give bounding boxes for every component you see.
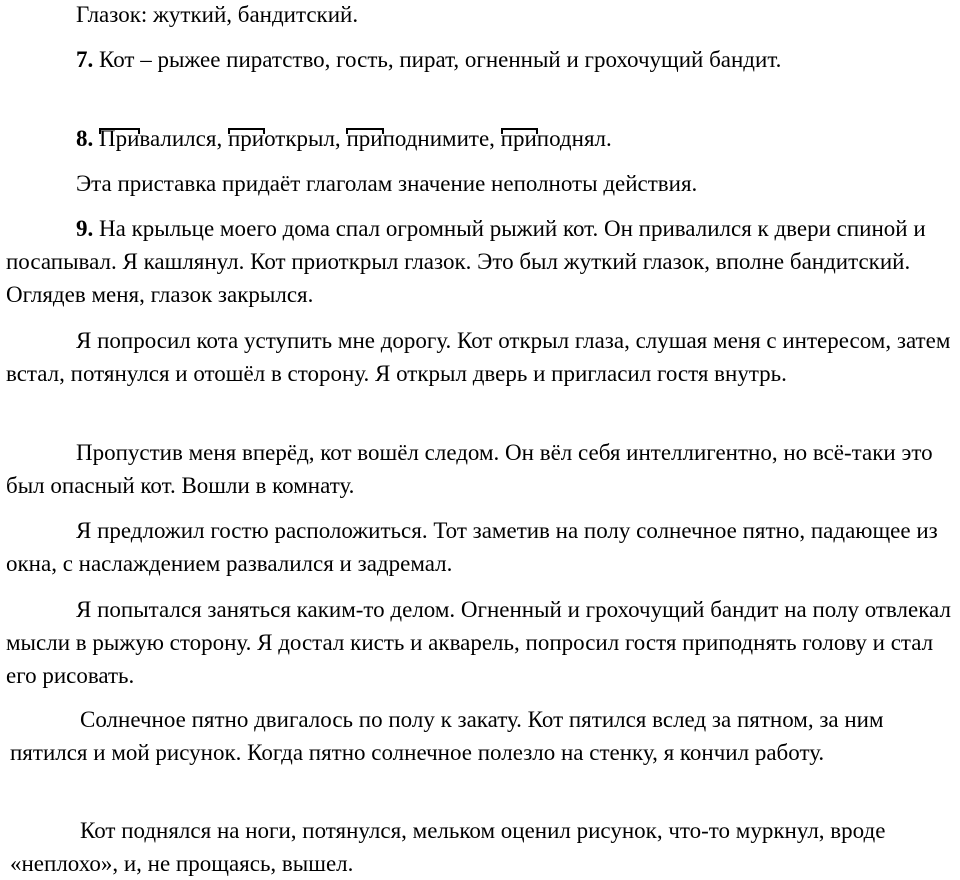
item-8-number: 8.: [76, 126, 94, 151]
text-line-eyes-text: Глазок: жуткий, бандитский.: [76, 2, 359, 27]
item-7-paragraph: [6, 43, 960, 76]
story-paragraph-7-text: Кот поднялся на ноги, потянулся, мельком оценил рисунок, что-то муркнул, вроде «неплохо», и, не прощаясь, вышел.: [10, 818, 886, 876]
prefix-note-paragraph: [6, 167, 960, 200]
prefix-mark: при: [227, 126, 265, 151]
word-rest: поднял.: [536, 126, 612, 151]
story-paragraph-2-text: Я попросил кота уступить мне дорогу. Кот открыл глаза, слушая меня с интересом, затем встал, потянулся и отошёл в сторону. Я открыл дверь и пригласил гостя внутрь.: [6, 328, 951, 386]
prefix-note-text: Эта приставка придаёт глаголам значение неполноты действия.: [76, 171, 698, 196]
word-rest: поднимите,: [382, 126, 501, 151]
word-privalilsya: [99, 126, 228, 151]
prefix-mark: При: [99, 126, 140, 151]
item-7-text: Кот – рыжее пиратство, гость, пират, огненный и грохочущий бандит.: [93, 47, 782, 72]
word-priotkryl: [228, 126, 346, 151]
item-9-number: 9.: [76, 216, 94, 241]
prefix-mark: при: [500, 126, 537, 151]
text-line-eyes: [6, 0, 960, 31]
story-paragraph-5-text: Я попытался заняться каким-то делом. Огненный и грохочущий бандит на полу отвлекал мысли в рыжую сторону. Я достал кисть и акварель, попросил гостя приподнять голову и стал его рисовать.: [6, 597, 951, 688]
item-8-paragraph: [6, 122, 960, 155]
story-paragraph-6-text: Солнечное пятно двигалось по полу к закату. Кот пятился вслед за пятном, за ним пятился и мой рисунок. Когда пятно солнечное полезло на стенку, я кончил работу.: [10, 707, 884, 765]
story-paragraph-6: [10, 703, 960, 769]
story-paragraph-2: [6, 324, 960, 390]
word-pripodnyal: [501, 126, 612, 151]
story-paragraph-3-text: Пропустив меня вперёд, кот вошёл следом. Он вёл себя интеллигентно, но всё-таки это был опасный кот. Вошли в комнату.: [6, 440, 933, 498]
item-7-number: 7.: [76, 47, 94, 72]
word-rest: валился,: [139, 126, 228, 151]
story-paragraph-4: [6, 514, 960, 580]
word-rest: открыл,: [264, 126, 347, 151]
item-9-text: На крыльце моего дома спал огромный рыжий кот. Он привалился к двери спиной и посапывал. Я кашлянул. Кот приоткрыл глазок. Это был жуткий глазок, вполне бандитский. Оглядев меня, глазок закрылся.: [6, 216, 926, 307]
word-pripodnimite: [346, 126, 500, 151]
story-paragraph-4-text: Я предложил гостю расположиться. Тот заметив на полу солнечное пятно, падающее из окна, с наслаждением развалился и задремал.: [6, 518, 938, 576]
story-paragraph-7: [10, 814, 960, 880]
story-paragraph-3: [6, 436, 960, 502]
item-9-paragraph: [6, 212, 960, 311]
prefix-mark: при: [346, 126, 383, 151]
story-paragraph-5: [6, 593, 960, 692]
